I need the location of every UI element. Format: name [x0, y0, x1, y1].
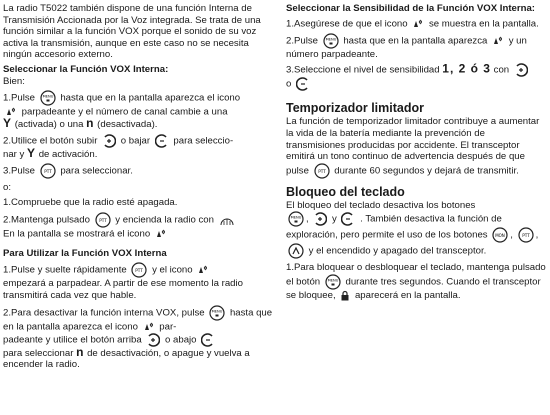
right-column — [286, 3, 546, 302]
up-button-icon — [146, 333, 160, 347]
step-select-1: 1.Pulse MENU hasta que en la pantalla aparezca el icono parpadeante y el número de canal cambie a una Y (activada) o una n (desactivada). — [3, 90, 273, 131]
intro-paragraph: La radio T5022 también dispone de una función Interna de Transmisión Accionada por la Voz integrada. Se trata de una función similar a la función VOX porque el sonido de su voz activa la transmisión, aunque en este caso no se necesita ningún accesorio externo. — [3, 3, 261, 61]
svg-text:MENU: MENU — [290, 215, 302, 220]
lock-icon — [340, 290, 350, 301]
svg-text:MENU: MENU — [327, 278, 339, 283]
svg-text:PTT: PTT — [98, 217, 107, 223]
up-button-icon — [514, 63, 528, 77]
left-column — [3, 3, 273, 371]
heading-select-vox: Seleccionar la Función VOX Interna: — [3, 63, 169, 75]
ptt-button-icon — [131, 262, 147, 278]
svg-text:PTT: PTT — [317, 168, 326, 174]
svg-text:PTT: PTT — [521, 233, 530, 239]
down-button-icon — [155, 134, 169, 148]
power-knob-icon — [219, 214, 235, 226]
step-alt-2: 2.Mantenga pulsado PTT y encienda la radio con En la pantalla se mostrará el icono — [3, 212, 273, 240]
svg-text:MENU: MENU — [325, 37, 337, 42]
step-select-3: 3.Pulse PTT para seleccionar. — [3, 163, 273, 179]
menu-button-icon — [323, 33, 339, 49]
step-use-1: 1.Pulse y suelte rápidamente PTT y el icono empezará a parpadear. A partir de ese momento la radio transmitirá cada vez que hable. — [3, 262, 273, 301]
down-button-icon — [296, 77, 310, 91]
svg-text:PTT: PTT — [135, 268, 144, 274]
menu-button-icon — [40, 90, 56, 106]
vox-off-char: n — [86, 116, 95, 131]
sensitivity-levels: 1, 2 ó 3 — [442, 61, 491, 76]
timer-paragraph: La función de temporizador limitador contribuye a aumentar la vida de la batería mediante la prevención de transmisiones producidas por accidente. El transceptor emitirá un tono continuo de advertencia después de que pulse PTT durante 60 segundos y dejará de transmitir. — [286, 116, 546, 178]
ptt-button-icon — [314, 163, 330, 179]
down-button-icon — [341, 212, 355, 226]
label-o: o: — [3, 182, 12, 194]
step-sens-1: 1.Asegúrese de que el icono se muestra en la pantalla. — [286, 18, 539, 30]
vox-off-char: n — [76, 344, 85, 359]
svg-text:MENU: MENU — [42, 94, 54, 99]
vox-icon — [412, 18, 424, 30]
svg-text:PTT: PTT — [43, 169, 52, 175]
call-tone-icon — [288, 243, 304, 259]
step-alt-1: 1.Compruebe que la radio esté apagada. — [3, 197, 178, 209]
svg-text:MON: MON — [495, 233, 506, 239]
step-lock-1: 1.Para bloquear o desbloquear el teclado, mantenga pulsado el botón MENU durante tres segundos. Cuando el transceptor se bloquee, aparecerá en la pantalla. — [286, 262, 546, 301]
up-button-icon — [313, 212, 327, 226]
heading-sensitivity: Seleccionar la Sensibilidad de la Función VOX Interna: — [286, 3, 535, 14]
menu-button-icon — [288, 211, 304, 227]
vox-on-char: Y — [3, 116, 13, 131]
ptt-button-icon — [40, 163, 56, 179]
step-select-2: 2.Utilice el botón subir o bajar para seleccio- nar y Y de activación. — [3, 135, 234, 160]
step-sens-3: 3.Seleccione el nivel de sensibilidad 1, 2 ó 3 con o — [286, 63, 546, 91]
mon-button-icon — [492, 227, 508, 243]
keylock-paragraph: El bloqueo del teclado desactiva los botones MENU , y . También desactiva la función de exploración, pero permite el uso de los botones MON , PTT , y el encendido y apagado del transceptor. — [286, 200, 546, 260]
label-bien: Bien: — [3, 75, 25, 87]
vox-icon — [492, 35, 504, 47]
step-use-2: 2.Para desactivar la función interna VOX, pulse MENU hasta que en la pantalla aparezca el icono par- padeante y utilice el botón arriba o abajo para seleccionar n de desactivación, o apague y vuelva a encender la radio. — [3, 305, 273, 371]
heading-timer: Temporizador limitador — [286, 101, 424, 116]
vox-on-char: Y — [27, 145, 37, 160]
heading-use-vox: Para Utilizar la Función VOX Interna — [3, 247, 167, 259]
menu-button-icon — [209, 305, 225, 321]
down-button-icon — [201, 333, 215, 347]
ptt-button-icon — [518, 227, 534, 243]
up-button-icon — [102, 134, 116, 148]
vox-icon — [143, 321, 155, 333]
heading-keylock: Bloqueo del teclado — [286, 184, 405, 199]
ptt-button-icon — [95, 212, 111, 228]
step-sens-2: 2.Pulse MENU hasta que en la pantalla aparezca y un número parpadeante. — [286, 33, 546, 61]
vox-icon — [197, 264, 209, 276]
vox-icon — [155, 228, 167, 240]
menu-button-icon — [325, 274, 341, 290]
svg-text:MENU: MENU — [211, 309, 223, 314]
